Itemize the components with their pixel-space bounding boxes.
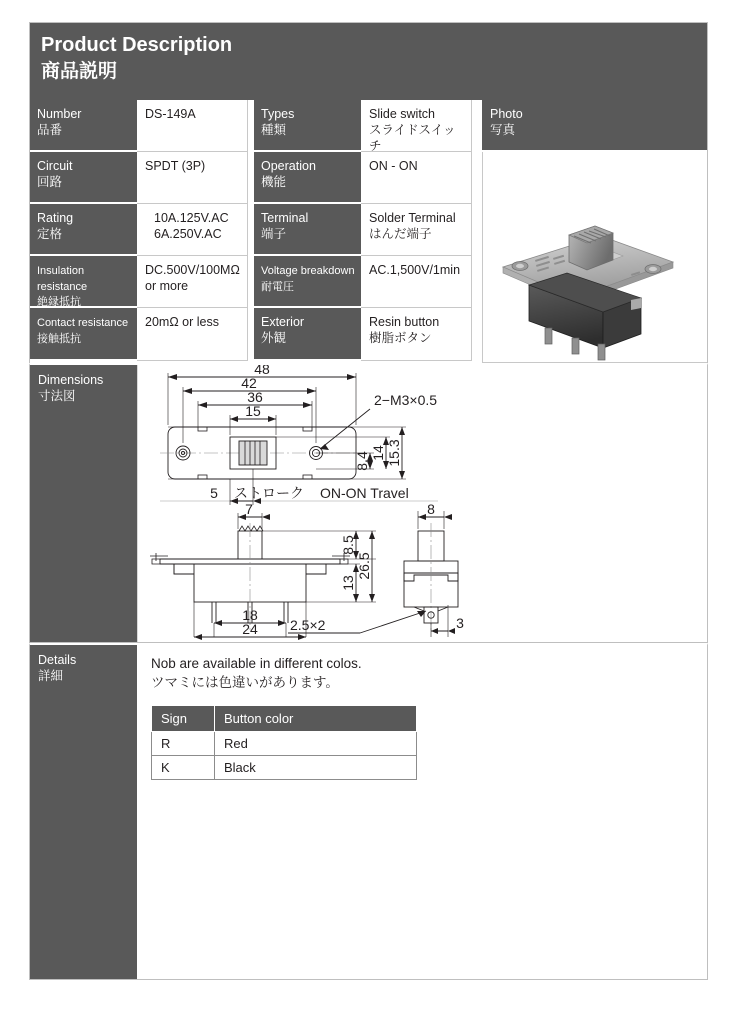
photo-label-en: Photo	[490, 107, 523, 121]
dim-width-42: 42	[241, 375, 257, 391]
label-en: Exterior	[261, 315, 305, 329]
dim-height-15-3: 15.3	[386, 439, 402, 467]
spec-label-types	[254, 100, 361, 152]
label-en: Rating	[37, 211, 74, 225]
label-jp: 端子	[261, 227, 287, 241]
page-title-bar	[29, 22, 708, 100]
spec-row	[30, 256, 480, 308]
details-note-jp: ツマミには色違いがあります。	[151, 675, 339, 690]
value-line-1: Resin button	[369, 315, 440, 329]
spec-value-number	[137, 100, 248, 152]
spec-value-exterior	[361, 308, 472, 361]
value-line-1: DC.500V/100MΩ	[145, 263, 240, 277]
dim-width-48: 48	[254, 365, 270, 377]
dim-stroke-label-en: ON-ON Travel	[320, 485, 409, 501]
label-en: Operation	[261, 159, 316, 173]
value-line-1: AC.1,500V/1min	[369, 263, 461, 277]
spec-value-voltage-breakdown	[361, 256, 472, 308]
dim-height-13: 13	[340, 575, 356, 591]
label-jp: 回路	[37, 175, 63, 189]
value-line-2: スライドスイッチ	[369, 123, 456, 152]
details-note-en: Nob are available in different colos.	[151, 656, 362, 671]
spec-row	[30, 152, 480, 204]
spec-row	[30, 308, 480, 361]
value-line-2: 6A.250V.AC	[154, 227, 222, 241]
dim-front-3: 3	[456, 615, 464, 631]
label-jp: 絶縁抵抗	[37, 296, 81, 308]
spec-row	[30, 204, 480, 256]
label-jp: 機能	[261, 175, 287, 189]
spec-label-contact-resistance	[30, 308, 137, 361]
photo-header	[482, 100, 707, 152]
spec-label-terminal	[254, 204, 361, 256]
dim-pins-18: 18	[242, 607, 258, 623]
label-jp: 接触抵抗	[37, 332, 81, 345]
value-line-1: 20mΩ or less	[145, 315, 219, 329]
page-title-en: Product Description	[41, 34, 233, 56]
table-row	[152, 732, 417, 756]
spec-row	[30, 100, 480, 152]
label-en: Contact resistance	[37, 317, 129, 329]
product-photo	[482, 152, 707, 363]
value-line-2: はんだ端子	[369, 227, 432, 241]
value-line-1: ON - ON	[369, 159, 418, 173]
table-header-row	[152, 706, 417, 732]
value-line-1: Solder Terminal	[369, 211, 456, 225]
value-line-1: 10A.125V.AC	[154, 211, 229, 225]
slide-switch-photo-illustration	[483, 152, 705, 362]
dim-front-8: 8	[427, 501, 435, 517]
spec-label-voltage-breakdown	[254, 256, 361, 308]
dimensions-label-en: Dimensions	[38, 373, 104, 387]
dim-height-14: 14	[370, 445, 386, 461]
photo-column	[480, 100, 707, 363]
dimensions-label	[30, 365, 137, 642]
dim-stroke-label-jp: ストローク	[234, 485, 304, 501]
dim-pin-note: 2.5×2	[290, 617, 326, 633]
spec-value-types	[361, 100, 472, 152]
spec-value-operation	[361, 152, 472, 204]
value-line-2: or more	[145, 279, 189, 293]
spec-value-circuit	[137, 152, 248, 204]
dim-height-26-5: 26.5	[356, 552, 372, 580]
dimensions-label-jp: 寸法図	[38, 389, 76, 403]
table-row	[152, 756, 417, 780]
label-jp: 外観	[261, 331, 287, 345]
value-line-2: 樹脂ボタン	[369, 331, 432, 345]
button-color-table	[151, 705, 417, 780]
spec-label-insulation-resistance	[30, 256, 137, 308]
spec-label-rating	[30, 204, 137, 256]
dim-height-8-4: 8.4	[354, 451, 370, 471]
spec-label-operation	[254, 152, 361, 204]
dim-thread-note: 2−M3×0.5	[374, 392, 438, 408]
label-jp: 種類	[261, 123, 287, 137]
dim-side-7: 7	[245, 501, 253, 517]
label-en: Insulation resistance	[37, 265, 88, 293]
label-en: Types	[261, 107, 295, 121]
spec-left-columns	[30, 100, 480, 363]
details-label	[30, 645, 137, 979]
dimension-drawings	[138, 365, 708, 643]
spec-label-number	[30, 100, 137, 152]
cell-sign: R	[152, 732, 215, 756]
value-line-1: Slide switch	[369, 107, 435, 121]
details-section	[29, 643, 708, 980]
dimensions-drawing	[137, 365, 707, 642]
label-jp: 耐電圧	[261, 280, 294, 293]
label-en: Circuit	[37, 159, 73, 173]
specification-table	[29, 100, 708, 363]
spec-label-circuit	[30, 152, 137, 204]
column-header-button-color: Button color	[215, 706, 417, 732]
label-jp: 品番	[37, 123, 63, 137]
details-label-en: Details	[38, 653, 77, 667]
cell-color: Black	[215, 756, 417, 780]
dim-height-8-5: 8.5	[340, 535, 356, 555]
cell-color: Red	[215, 732, 417, 756]
label-en: Terminal	[261, 211, 309, 225]
label-jp: 定格	[37, 227, 63, 241]
dimensions-section	[29, 363, 708, 643]
spec-value-terminal	[361, 204, 472, 256]
details-label-jp: 詳細	[38, 669, 64, 683]
page-title-jp: 商品説明	[41, 61, 118, 82]
datasheet-page	[29, 22, 708, 991]
column-header-sign: Sign	[152, 706, 215, 732]
spec-label-exterior	[254, 308, 361, 361]
spec-value-insulation-resistance	[137, 256, 248, 308]
label-en: Voltage breakdown	[261, 265, 355, 277]
spec-value-rating	[137, 204, 248, 256]
details-content	[137, 645, 707, 979]
label-en: Number	[37, 107, 82, 121]
value-line-1: SPDT (3P)	[145, 159, 206, 173]
value-line-1: DS-149A	[145, 107, 196, 121]
dim-width-36: 36	[247, 389, 263, 405]
photo-label-jp: 写真	[490, 123, 516, 137]
dim-width-15: 15	[245, 403, 261, 419]
dim-stroke-5: 5	[210, 485, 218, 501]
cell-sign: K	[152, 756, 215, 780]
dim-body-24: 24	[242, 621, 258, 637]
spec-value-contact-resistance	[137, 308, 248, 361]
